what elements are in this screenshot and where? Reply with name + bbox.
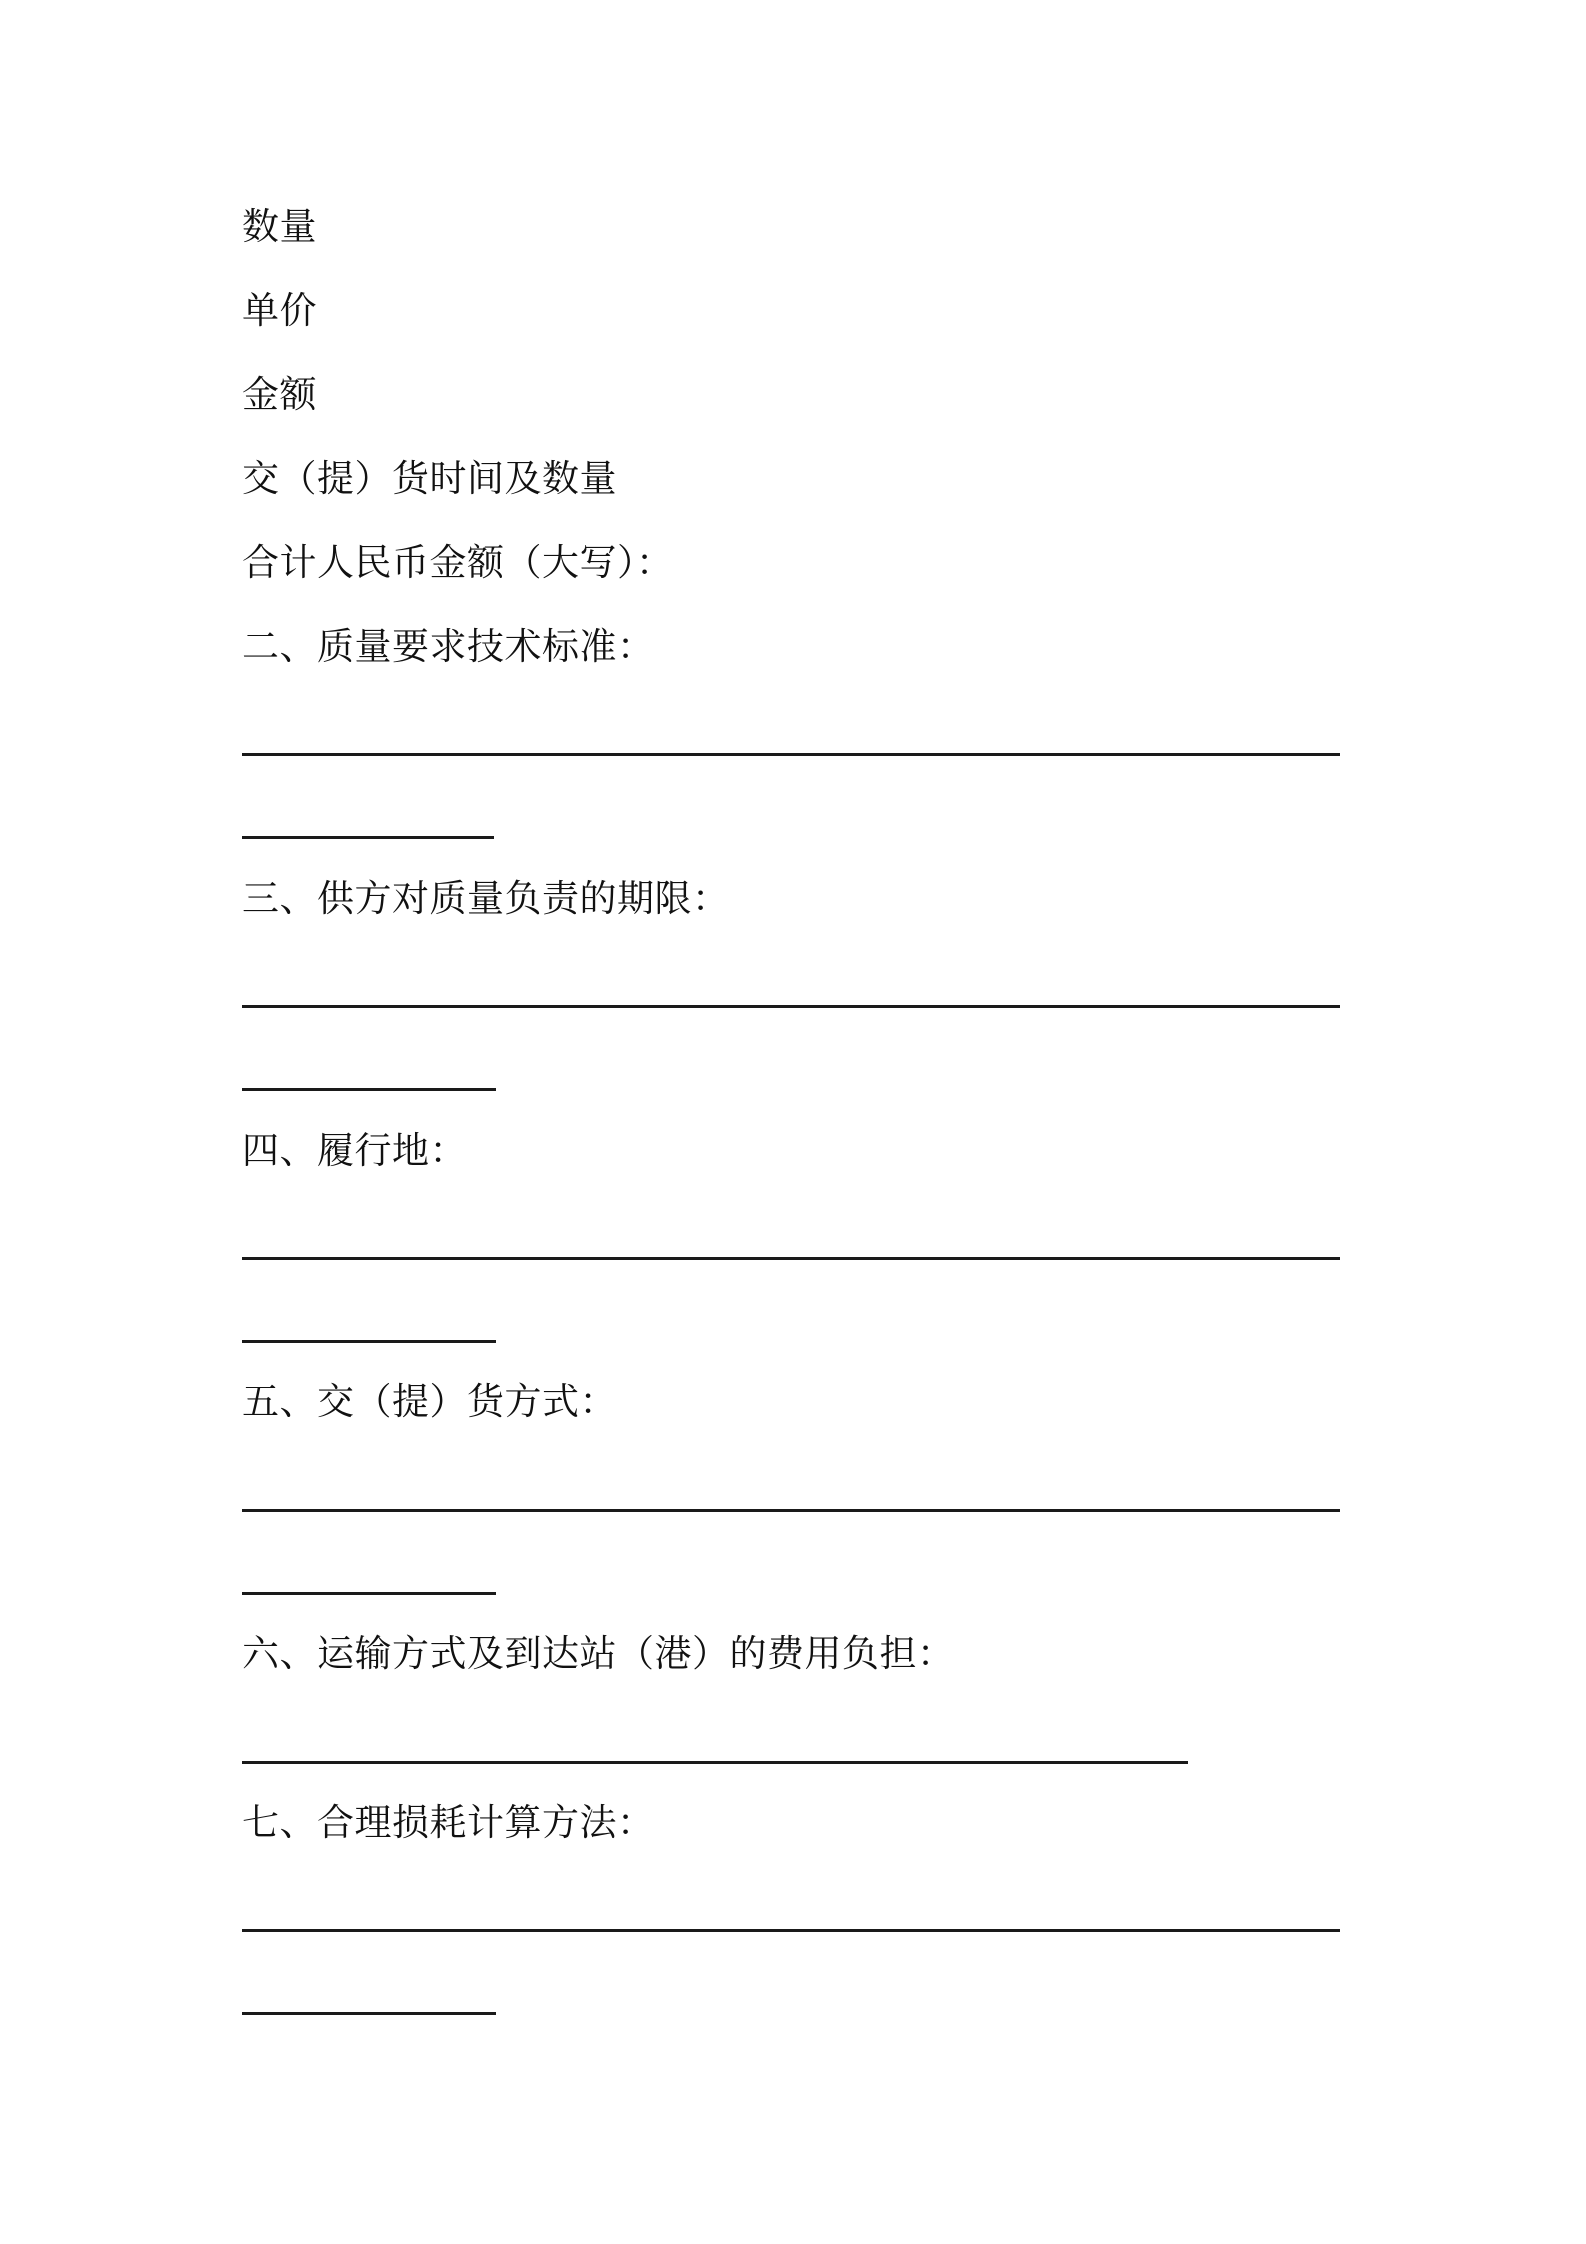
fill-line — [242, 753, 1340, 756]
section-quality-period-heading: 三、供方对质量负责的期限： — [242, 877, 730, 920]
section-place-of-performance-heading: 四、履行地： — [242, 1129, 467, 1172]
section-delivery-method-heading: 五、交（提）货方式： — [242, 1380, 617, 1423]
item-quantity: 数量 — [242, 205, 317, 248]
fill-line — [242, 2012, 496, 2015]
section-quality-standard-heading: 二、质量要求技术标准： — [242, 625, 655, 668]
section-transport-cost-heading: 六、运输方式及到达站（港）的费用负担： — [242, 1632, 955, 1675]
item-amount: 金额 — [242, 373, 317, 416]
fill-line — [242, 1761, 1188, 1764]
item-unit-price: 单价 — [242, 289, 317, 332]
fill-line — [242, 1088, 496, 1091]
fill-line — [242, 1509, 1340, 1512]
fill-line — [242, 1257, 1340, 1260]
item-total-rmb-amount: 合计人民币金额（大写）： — [242, 541, 674, 584]
fill-line — [242, 1340, 496, 1343]
fill-line — [242, 1005, 1340, 1008]
fill-line — [242, 1592, 496, 1595]
section-loss-calculation-heading: 七、合理损耗计算方法： — [242, 1801, 655, 1844]
fill-line — [242, 1929, 1340, 1932]
fill-line — [242, 836, 494, 839]
item-delivery-time-quantity: 交（提）货时间及数量 — [242, 457, 617, 500]
